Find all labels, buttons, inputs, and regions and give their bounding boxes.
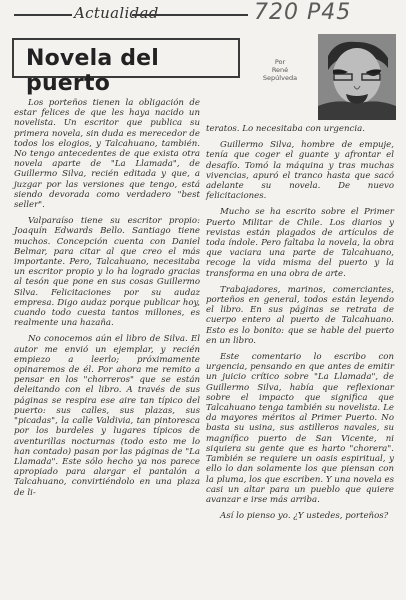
header-rule-right [132,14,248,16]
paragraph: Valparaíso tiene su escritor propio: Joaquín Edwards Bello. Santiago tiene muchos. Concepción cuenta con Daniel Belmar, para citar al que creo el más importante. Pero, Talcahuano, necesitaba un escritor propio y lo ha logrado gracias al tesón que pone en sus cosas Guillermo Silva. Felicitaciones por su audaz empresa. Digo audaz porque publicar hoy, cuando todo cuesta tantos millones, es realmente una hazaña. [14,216,200,329]
author-photo [318,34,396,120]
article-title: Novela del puerto [26,46,160,96]
byline-prefix: Por [274,58,286,66]
section-label: Actualidad [74,4,159,22]
article-column-left [14,98,200,504]
paragraph: Este comentario lo escribo con urgencia, pensando en que antes de emitir un juicio crítico sobre "La Llamada", de Guillermo Silva, había que reflexionar sobre el impacto que significa que Talcahuano tenga también su novelista. Le da mayores méritos al Primer Puerto. No basta su usina, sus astilleros navales, su magnífico puerto de San Vicente, ni siquiera su gente que es harto "chorera". También se requiere un oasis espiritual, y ello lo dan solamente los que piensan con la pluma, los que escriben. Y una novela es casi un altar para un pueblo que quiere avanzar e irse más arriba. [206,352,394,505]
byline-name-1: René [271,66,289,74]
section-header [14,0,394,25]
paragraph: No conocemos aún el libro de Silva. El autor me envió un ejemplar, y recién empiezo a leerlo; próximamente opinaremos de él. Por ahora me remito a pensar en los "chorreros" que se están deleitando con el libro. A través de sus páginas se respira ese aire tan típico del puerto: sus calles, sus plazas, sus "picadas", la calle Valdivia, tan pintoresca por los burdeles y lugares típicos de aventurillas nocturnas (todo esto me lo han contado) pasan por las páginas de "La Llamada". Este sólo hecho ya nos parece apropiado para alargar el pantalón a Talcahuano, convirtiéndolo en una plaza de li- [14,334,200,498]
header-rule-left [14,14,72,16]
paragraph: Guillermo Silva, hombre de empuje, tenía que coger el guante y afrontar el desafío. Tomó la máquina y tras muchas vivencias, apuró el tranco hasta que sacó adelante su novela. De nuevo felicitaciones. [206,140,394,202]
byline-name-2: Sepúlveda [262,74,298,82]
handwritten-note: 720 P45 [254,0,352,25]
paragraph: Los porteños tienen la obligación de estar felices de que les haya nacido un novelista. Un escritor que publica su primera novela, sin duda es merecedor de todos los elogios, y Talcahuano, también. No tengo antecedentes de que exista otra novela aparte de "La Llamada", de Guillermo Silva, recién editada y que, a juzgar por las versiones que tengo, está siendo devorada como verdadero "best seller". [14,98,200,211]
paragraph: Así lo pienso yo. ¿Y ustedes, porteños? [220,511,389,522]
paragraph: teratos. Lo necesitaba con urgencia. [206,124,365,134]
paragraph: Mucho se ha escrito sobre el Primer Puerto Militar de Chile. Los diarios y revistas están plagados de artículos de toda índole. Pero faltaba la novela, la obra que vaciara una parte de Talcahuano, recoge la vida misma del puerto y la transforma en una obra de arte. [206,207,394,279]
article-column-right [206,124,394,527]
byline [248,58,312,82]
author-portrait-image [318,34,396,120]
paragraph: Trabajadores, marinos, comerciantes, porteños en general, todos están leyendo el libro. En sus páginas se retrata de cuerpo entero al puerto de Talcahuano. Esto es lo bonito: que se hable del puerto en un libro. [206,284,394,346]
title-box [12,38,240,96]
